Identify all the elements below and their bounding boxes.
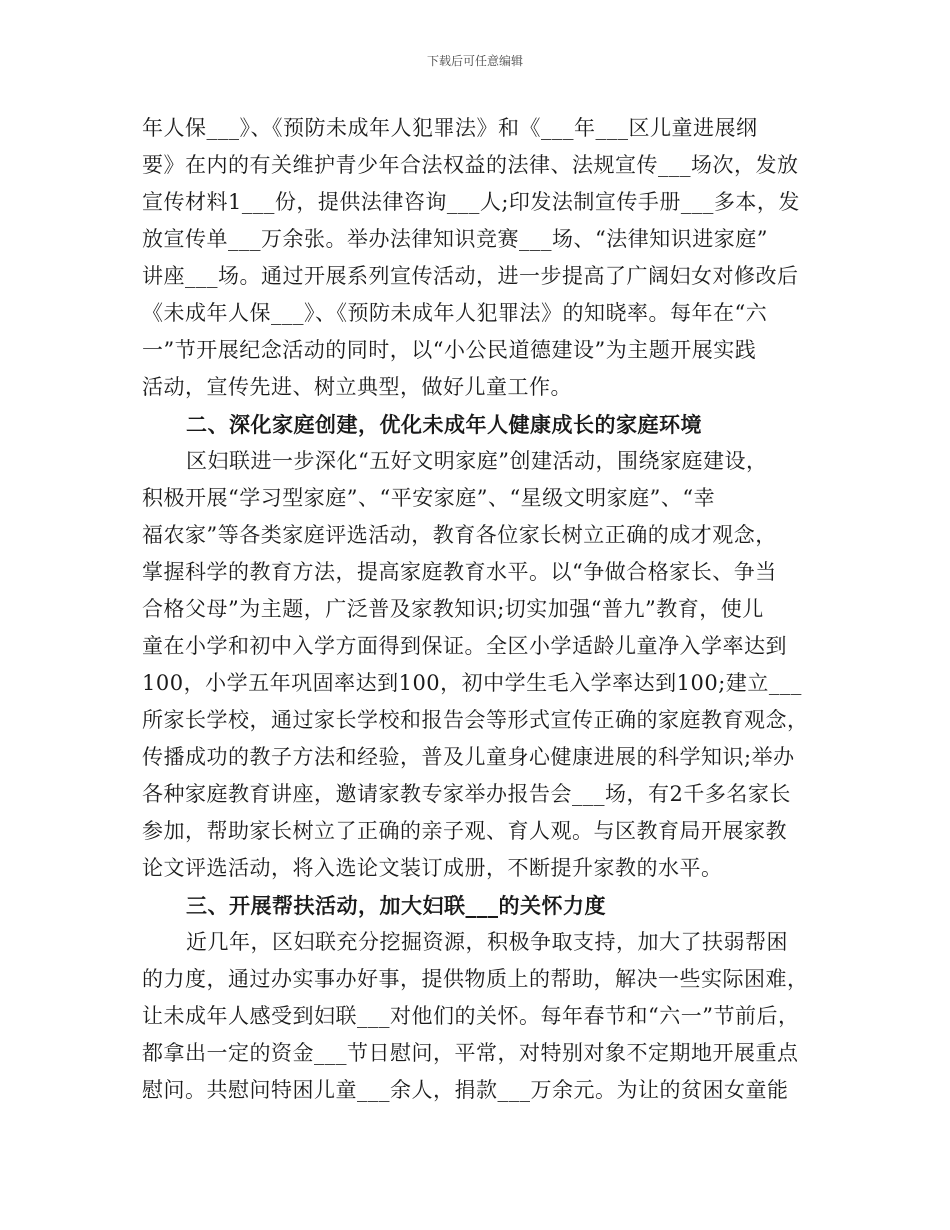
paragraph-line: 传播成功的教子方法和经验，普及儿童身心健康进展的科学知识;举办: [142, 745, 795, 769]
paragraph-line: 年人保___》、《预防未成年人犯罪法》和《___年___区儿童进展纲: [142, 116, 758, 140]
paragraph-line: 积极开展“学习型家庭”、“平安家庭”、“星级文明家庭”、“幸: [142, 486, 716, 510]
paragraph-line: 所家长学校，通过家长学校和报告会等形式宣传正确的家庭教育观念，: [142, 708, 809, 732]
paragraph-line: 都拿出一定的资金___节日慰问，平常，对特别对象不定期地开展重点: [142, 1041, 799, 1065]
paragraph-line: 近几年，区妇联充分挖掘资源，积极争取支持，加大了扶弱帮困: [186, 930, 788, 954]
paragraph-line: 活动，宣传先进、树立典型，做好儿童工作。: [142, 375, 572, 399]
paragraph-line: 论文评选活动，将入选论文装订成册，不断提升家教的水平。: [142, 856, 723, 880]
paragraph-line: 童在小学和初中入学方面得到保证。全区小学适龄儿童净入学率达到: [142, 634, 787, 658]
paragraph-line: 慰问。共慰问特困儿童___余人，捐款___万余元。为让的贫困女童能: [142, 1078, 789, 1102]
paragraph-line: 参加，帮助家长树立了正确的亲子观、育人观。与区教育局开展家教: [142, 819, 787, 843]
section-heading: 三、开展帮扶活动，加大妇联___的关怀力度: [186, 893, 606, 918]
paragraph-line: 讲座___场。通过开展系列宣传活动，进一步提高了广阔妇女对修改后: [142, 264, 799, 288]
paragraph-line: 一”节开展纪念活动的同时，以“小公民道德建设”为主题开展实践: [142, 338, 757, 362]
paragraph-line: 《未成年人保___》、《预防未成年人犯罪法》的知晓率。每年在“六: [142, 301, 768, 325]
paragraph-line: 100，小学五年巩固率达到100，初中学生毛入学率达到100;建立___: [142, 671, 802, 695]
paragraph-line: 福农家”等各类家庭评选活动，教育各位家长树立正确的成才观念，: [142, 523, 777, 547]
paragraph-line: 宣传材料1___份，提供法律咨询___人;印发法制宣传手册___多本，发: [142, 190, 800, 214]
paragraph-line: 区妇联进一步深化“五好文明家庭”创建活动，围绕家庭建设，: [186, 449, 768, 473]
section-heading: 二、深化家庭创建，优化未成年人健康成长的家庭环境: [186, 412, 702, 437]
paragraph-line: 掌握科学的教育方法，提高家庭教育水平。以“争做合格家长、争当: [142, 560, 777, 584]
paragraph-line: 让未成年人感受到妇联___对他们的关怀。每年春节和“六一”节前后，: [142, 1004, 800, 1028]
paragraph-line: 放宣传单___万余张。举办法律知识竞赛___场、“法律知识进家庭”: [142, 227, 768, 251]
paragraph-line: 要》在内的有关维护青少年合法权益的法律、法规宣传___场次，发放: [142, 153, 799, 177]
page-header: 下载后可任意编辑: [426, 54, 523, 68]
paragraph-line: 各种家庭教育讲座，邀请家教专家举办报告会___场，有2千多名家长: [142, 782, 791, 806]
paragraph-line: 的力度，通过办实事办好事，提供物质上的帮助，解决一些实际困难，: [142, 967, 809, 991]
paragraph-line: 合格父母”为主题，广泛普及家教知识;切实加强“普九”教育，使儿: [142, 597, 764, 621]
document-body: [142, 110, 810, 1109]
